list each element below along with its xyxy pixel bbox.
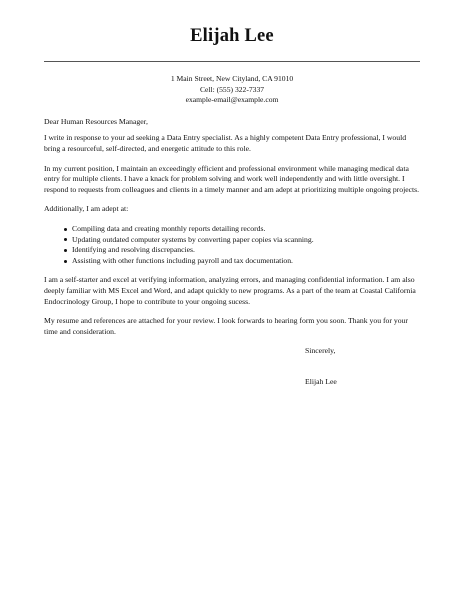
sender-phone: Cell: (555) 322-7337 [199,84,265,94]
paragraph-closing: My resume and references are attached for your review. I look forwards to hearing form you soon. Thank you for your time and consideration. [44,316,408,336]
salutation: Dear Human Resources Manager, [44,116,148,126]
sender-name: Elijah Lee [190,26,274,46]
paragraph-skills-intro: Additionally, I am adept at: [44,204,129,214]
closing-line: Sincerely, [305,346,336,356]
sender-address: 1 Main Street, New Cityland, CA 91010 [170,74,294,83]
header-divider [44,61,420,62]
paragraph-intro: I write in response to your ad seeking a Data Entry specialist. As a highly competent Data Entry professional, I would bring a resourceful, self-directed, and energetic attitude to this role. [44,133,407,153]
signature-name: Elijah Lee [305,376,337,386]
paragraph-current-position: In my current position, I maintain an exceedingly efficient and professional environment while managing medical data entry for multiple clients. I have a knack for problem solving and work well independently and with little oversight. I respond to requests from colleagues and clients in a timely manner and am adept at prioritizing multiple ongoing projects. [44,163,420,194]
paragraph-self-starter: I am a self-starter and excel at verifying information, analyzing errors, and managing confidential information. I am also deeply familiar with MS Excel and Word, and adapt quickly to new programs. As a part of the team at Coastal California Endocrinology Group, I hope to contribute to your ongoing sucess. [44,275,416,306]
contact-block [44,74,420,106]
skills-list-item: Assisting with other functions including payroll and tax documentation. [64,256,420,267]
letter-body [44,117,420,338]
skills-list-item: Updating outdated computer systems by converting paper copies via scanning. [64,235,420,246]
skills-list-item: Compiling data and creating monthly reports detailing records. [64,224,420,235]
sender-email: example-email@example.com [185,95,279,105]
skills-list-item: Identifying and resolving discrepancies. [64,245,420,256]
skills-list [44,224,420,266]
